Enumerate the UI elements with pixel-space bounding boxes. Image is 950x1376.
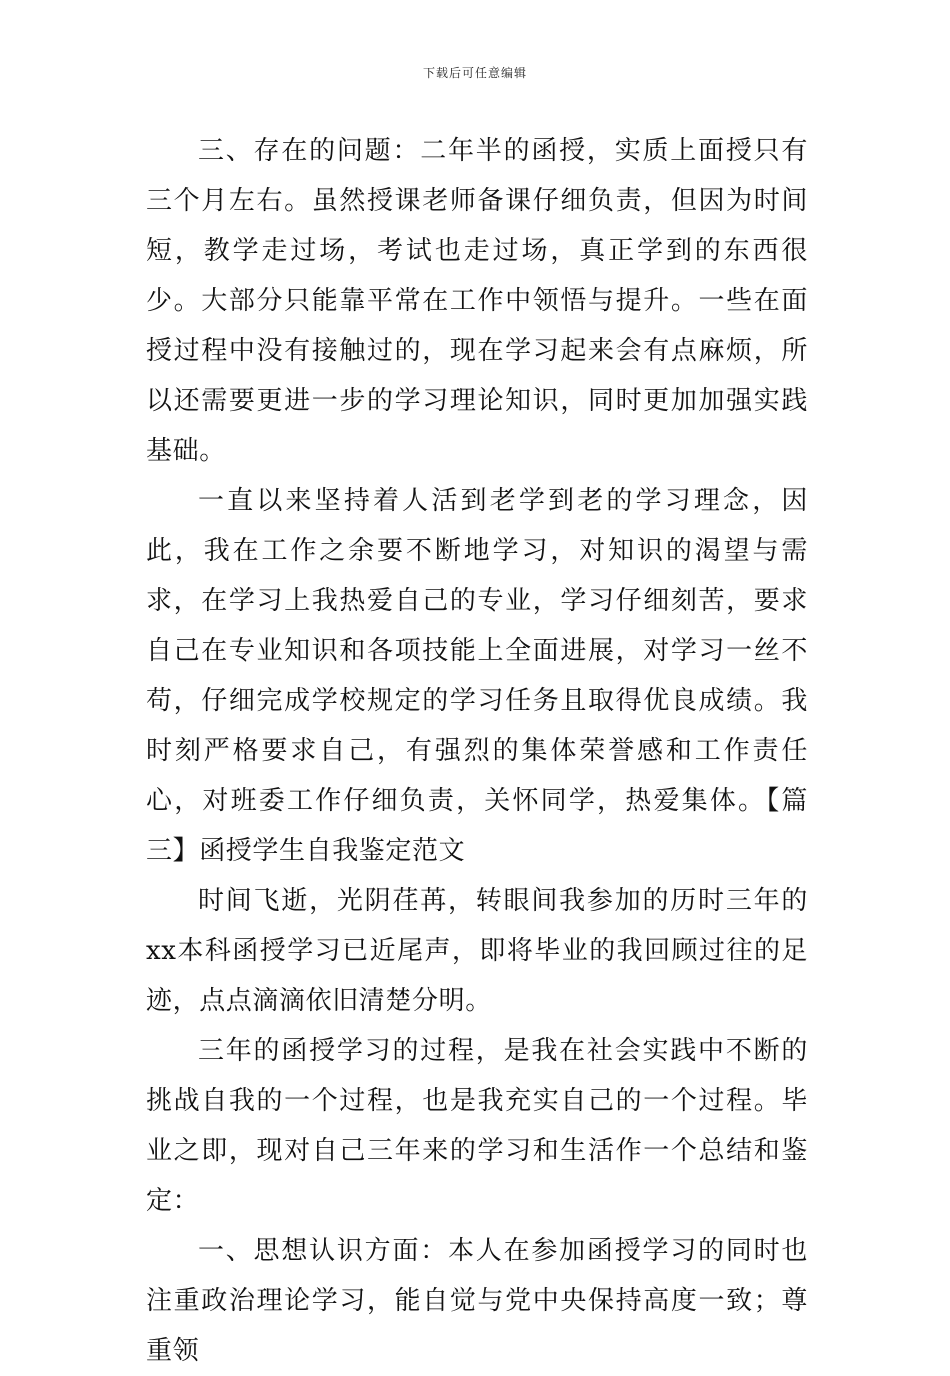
header-note: 下载后可任意编辑 [422, 66, 527, 80]
paragraph-existing-problems: 三、存在的问题：二年半的函授，实质上面授只有三个月左右。虽然授课老师备课仔细负责，但因为时间短，教学走过场，考试也走过场，真正学到的东西很少。大部分只能靠平常在工作中领悟与提升。一些在面授过程中没有接触过的，现在学习起来会有点麻烦，所以还需要更进一步的学习理论知识，同时更加加强实践基础。 [146, 136, 808, 466]
paragraph-three-years-process: 三年的函授学习的过程，是我在社会实践中不断的挑战自我的一个过程，也是我充实自己的一个过程。毕业之即，现对自己三年来的学习和生活作一个总结和鉴定： [146, 1036, 808, 1216]
paragraph-learning-philosophy: 一直以来坚持着人活到老学到老的学习理念，因此，我在工作之余要不断地学习，对知识的渴望与需求，在学习上我热爱自己的专业，学习仔细刻苦，要求自己在专业知识和各项技能上全面进展，对学习一丝不苟，仔细完成学校规定的学习任务且取得优良成绩。我时刻严格要求自己，有强烈的集体荣誉感和工作责任心，对班委工作仔细负责，关怀同学，热爱集体。【篇三】函授学生自我鉴定范文 [146, 486, 808, 866]
paragraph-ideological-understanding: 一、思想认识方面：本人在参加函授学习的同时也注重政治理论学习，能自觉与党中央保持高度一致；尊重领 [146, 1236, 808, 1366]
document-body [146, 126, 808, 1376]
paragraph-time-flies: 时间飞逝，光阴荏苒，转眼间我参加的历时三年的xx本科函授学习已近尾声，即将毕业的我回顾过往的足迹，点点滴滴依旧清楚分明。 [146, 886, 808, 1016]
